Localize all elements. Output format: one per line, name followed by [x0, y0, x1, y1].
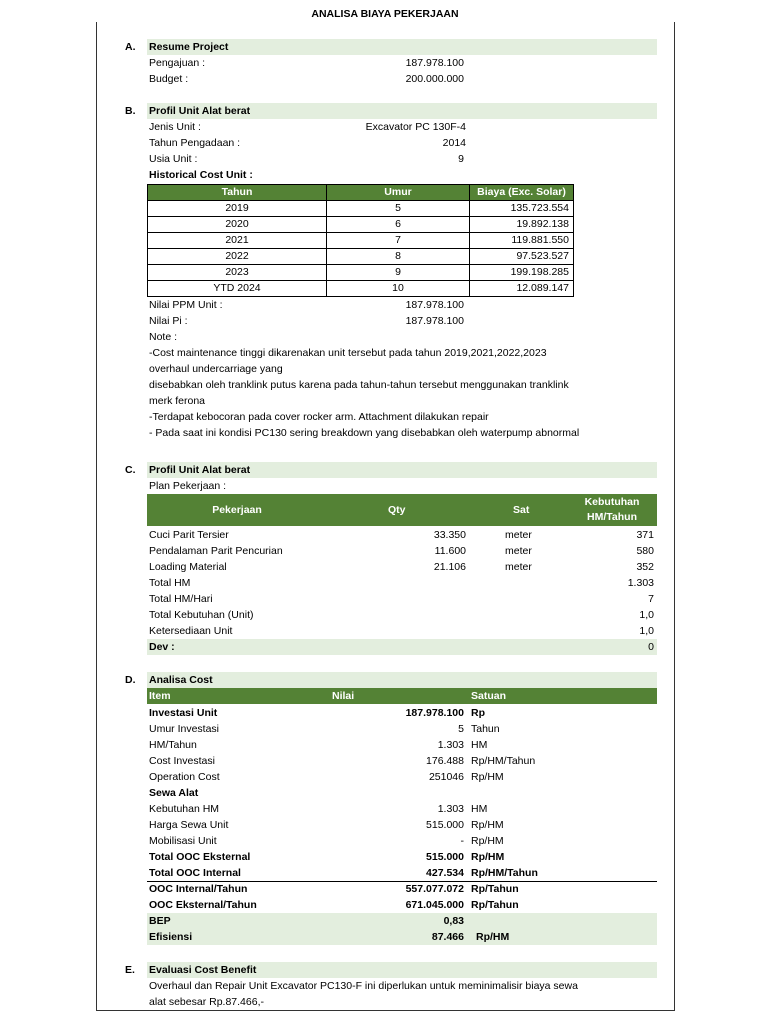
cost-item: Efisiensi — [149, 931, 193, 943]
cost-nilai: 515.000 — [426, 851, 464, 863]
total-value: 1.303 — [627, 577, 654, 589]
col-header-hm-tahun: HM/Tahun — [587, 511, 637, 523]
profile-row — [96, 135, 674, 151]
cell-umur: 10 — [327, 281, 470, 297]
dev-value: 0 — [648, 641, 654, 653]
cost-nilai: 515.000 — [426, 819, 464, 831]
total-value: 1,0 — [639, 609, 654, 621]
historical-label-row — [96, 167, 674, 183]
cost-item: Sewa Alat — [149, 787, 199, 799]
cost-row — [96, 785, 674, 801]
resume-label: Pengajuan : — [149, 57, 206, 69]
cost-nilai: 251046 — [428, 771, 464, 783]
total-row — [96, 591, 674, 607]
note-text: merk ferona — [149, 395, 206, 407]
cost-satuan: Rp/HM — [471, 819, 504, 831]
plan-name: Cuci Parit Tersier — [149, 529, 229, 541]
section-c-heading: Profil Unit Alat berat — [149, 464, 251, 476]
cell-biaya: 19.892.138 — [470, 217, 574, 233]
cost-row — [96, 833, 674, 849]
col-header-nilai: Nilai — [332, 690, 355, 702]
evaluation-line — [96, 978, 674, 994]
cost-nilai: 0,83 — [443, 915, 464, 927]
section-d-letter: D. — [125, 674, 136, 686]
profile-row — [96, 151, 674, 167]
section-d-heading: Analisa Cost — [149, 674, 213, 686]
resume-label: Budget : — [149, 73, 189, 85]
bep-row — [96, 913, 674, 929]
cell-tahun: 2023 — [148, 265, 327, 281]
col-header-umur: Umur — [327, 185, 470, 201]
table-row — [148, 217, 574, 233]
note-text: -Cost maintenance tinggi dikarenakan unit tersebut pada tahun 2019,2021,2022,2023 — [149, 347, 547, 359]
table-row — [148, 201, 574, 217]
plan-label: Plan Pekerjaan : — [149, 480, 227, 492]
cell-tahun: 2019 — [148, 201, 327, 217]
table-row — [148, 249, 574, 265]
cell-umur: 8 — [327, 249, 470, 265]
section-b-header — [96, 103, 674, 119]
historical-cost-table — [147, 184, 574, 297]
cost-row — [96, 801, 674, 817]
plan-qty: 33.350 — [433, 529, 466, 541]
resume-value: 187.978.100 — [405, 57, 464, 69]
evaluation-line — [96, 994, 674, 1010]
col-header-qty: Qty — [388, 504, 406, 516]
cost-item: Harga Sewa Unit — [149, 819, 229, 831]
section-e-header — [96, 962, 674, 978]
total-row — [96, 607, 674, 623]
plan-keb: 580 — [636, 545, 654, 557]
note-text: -Terdapat kebocoran pada cover rocker arm. Attachment dilakukan repair — [149, 411, 489, 423]
ppm-label: Nilai PPM Unit : — [149, 299, 223, 311]
note-line — [96, 377, 674, 393]
plan-sat: meter — [505, 529, 532, 541]
note-label: Note : — [149, 331, 178, 343]
cell-umur: 6 — [327, 217, 470, 233]
cell-umur: 7 — [327, 233, 470, 249]
cost-satuan: Rp/HM — [471, 835, 504, 847]
note-label-row — [96, 329, 674, 345]
note-line — [96, 409, 674, 425]
cost-satuan: Rp/Tahun — [471, 883, 519, 895]
section-b-letter: B. — [125, 105, 136, 117]
evaluation-text: alat sebesar Rp.87.466,- — [149, 996, 264, 1008]
evaluation-text: Overhaul dan Repair Unit Excavator PC130-F ini diperlukan untuk meminimalisir biaya sewa — [149, 980, 578, 992]
cost-satuan: HM — [471, 803, 488, 815]
cost-item: BEP — [149, 915, 171, 927]
col-header-sat: Sat — [513, 504, 530, 516]
cell-tahun: 2020 — [148, 217, 327, 233]
cost-table-header — [147, 688, 657, 704]
cost-satuan: Rp/HM — [476, 931, 510, 943]
total-row — [96, 623, 674, 639]
cost-row — [96, 769, 674, 785]
ppm-value: 187.978.100 — [405, 299, 464, 311]
section-d-header — [96, 672, 674, 688]
col-header-item: Item — [149, 690, 171, 702]
cost-nilai: 1.303 — [437, 739, 464, 751]
cost-satuan: Rp/HM — [471, 771, 504, 783]
total-value: 1,0 — [639, 625, 654, 637]
historical-label: Historical Cost Unit : — [149, 169, 253, 181]
plan-keb: 371 — [636, 529, 654, 541]
cost-satuan: Rp/HM/Tahun — [471, 867, 538, 879]
cost-item: Kebutuhan HM — [149, 803, 220, 815]
cost-row — [96, 865, 674, 881]
note-line — [96, 345, 674, 361]
total-name: Total HM — [149, 577, 191, 589]
cost-satuan: Rp/HM/Tahun — [471, 755, 536, 767]
cell-tahun: 2022 — [148, 249, 327, 265]
pi-value: 187.978.100 — [405, 315, 464, 327]
cost-row — [96, 705, 674, 721]
profile-label: Tahun Pengadaan : — [149, 137, 241, 149]
section-e-letter: E. — [125, 964, 135, 976]
plan-table-header — [147, 494, 657, 526]
note-line — [96, 361, 674, 377]
note-line — [96, 425, 674, 441]
table-row — [148, 233, 574, 249]
cell-tahun: 2021 — [148, 233, 327, 249]
note-text: disebabkan oleh tranklink putus karena pada tahun-tahun tersebut menggunakan tranklink — [149, 379, 569, 391]
cell-biaya: 135.723.554 — [470, 201, 574, 217]
cost-nilai: 1.303 — [437, 803, 464, 815]
profile-value: 9 — [458, 153, 464, 165]
cost-row — [96, 897, 674, 913]
note-text: - Pada saat ini kondisi PC130 sering breakdown yang disebabkan oleh waterpump abnormal — [149, 427, 580, 439]
cost-satuan: Tahun — [471, 723, 500, 735]
cost-nilai: 187.978.100 — [405, 707, 464, 719]
cost-item: Cost Investasi — [149, 755, 215, 767]
section-c-header — [96, 462, 674, 478]
cost-item: OOC Eksternal/Tahun — [149, 899, 257, 911]
section-a-header — [96, 39, 674, 55]
cost-item: Investasi Unit — [149, 707, 218, 719]
table-row — [148, 265, 574, 281]
cost-row — [96, 721, 674, 737]
cost-nilai: 427.534 — [426, 867, 464, 879]
note-line — [96, 393, 674, 409]
plan-name: Pendalaman Parit Pencurian — [149, 545, 283, 557]
table-row — [148, 281, 574, 297]
dev-row — [96, 639, 674, 655]
cell-biaya: 12.089.147 — [470, 281, 574, 297]
col-header-satuan: Satuan — [471, 690, 507, 702]
ppm-row — [96, 297, 674, 313]
cost-row — [96, 817, 674, 833]
cost-satuan: Rp — [471, 707, 485, 719]
col-header-kebutuhan: Kebutuhan — [584, 496, 640, 508]
pi-label: Nilai Pi : — [149, 315, 188, 327]
total-name: Ketersediaan Unit — [149, 625, 233, 637]
cost-item: Operation Cost — [149, 771, 220, 783]
pi-row — [96, 313, 674, 329]
cost-satuan: Rp/HM — [471, 851, 505, 863]
col-header-tahun: Tahun — [148, 185, 327, 201]
section-c-letter: C. — [125, 464, 136, 476]
col-header-biaya: Biaya (Exc. Solar) — [470, 185, 574, 201]
plan-sat: meter — [505, 561, 532, 573]
table-header-row — [148, 185, 574, 201]
cost-nilai: 87.466 — [431, 931, 464, 943]
cost-item: Total OOC Eksternal — [149, 851, 251, 863]
profile-label: Jenis Unit : — [149, 121, 201, 133]
cell-biaya: 119.881.550 — [470, 233, 574, 249]
cell-biaya: 199.198.285 — [470, 265, 574, 281]
cost-satuan: Rp/Tahun — [471, 899, 519, 911]
cost-row — [96, 753, 674, 769]
col-header-pekerjaan: Pekerjaan — [212, 504, 262, 516]
plan-label-row — [96, 478, 674, 494]
profile-value: Excavator PC 130F-4 — [365, 121, 466, 133]
cost-satuan: HM — [471, 739, 488, 751]
plan-row — [96, 559, 674, 575]
section-e-heading: Evaluasi Cost Benefit — [149, 964, 257, 976]
plan-sat: meter — [505, 545, 532, 557]
cost-nilai: 5 — [458, 723, 464, 735]
plan-row — [96, 543, 674, 559]
cell-umur: 9 — [327, 265, 470, 281]
cost-item: Umur Investasi — [149, 723, 220, 735]
cost-nilai: 176.488 — [426, 755, 464, 767]
note-text: overhaul undercarriage yang — [149, 363, 283, 375]
cell-umur: 5 — [327, 201, 470, 217]
plan-keb: 352 — [636, 561, 654, 573]
cost-row — [96, 737, 674, 753]
section-b-heading: Profil Unit Alat berat — [149, 105, 251, 117]
total-row — [96, 575, 674, 591]
profile-label: Usia Unit : — [149, 153, 198, 165]
resume-value: 200.000.000 — [405, 73, 464, 85]
profile-value: 2014 — [442, 137, 466, 149]
total-value: 7 — [648, 593, 654, 605]
plan-name: Loading Material — [149, 561, 227, 573]
cost-nilai: 671.045.000 — [405, 899, 464, 911]
cost-row — [96, 881, 674, 897]
plan-qty: 21.106 — [433, 561, 466, 573]
cost-nilai: - — [460, 835, 464, 847]
resume-row — [96, 71, 674, 87]
cost-item: OOC Internal/Tahun — [149, 883, 248, 895]
cost-row — [96, 849, 674, 865]
section-a-letter: A. — [125, 41, 136, 53]
cell-tahun: YTD 2024 — [148, 281, 327, 297]
cell-biaya: 97.523.527 — [470, 249, 574, 265]
resume-row — [96, 55, 674, 71]
total-name: Total Kebutuhan (Unit) — [149, 609, 254, 621]
cost-item: Mobilisasi Unit — [149, 835, 217, 847]
cost-nilai: 557.077.072 — [405, 883, 464, 895]
cost-item: HM/Tahun — [149, 739, 197, 751]
dev-label: Dev : — [149, 641, 175, 653]
cost-item: Total OOC Internal — [149, 867, 241, 879]
total-name: Total HM/Hari — [149, 593, 213, 605]
section-a-heading: Resume Project — [149, 41, 229, 53]
efisiensi-row — [96, 929, 674, 945]
document-title: ANALISA BIAYA PEKERJAAN — [311, 8, 459, 20]
profile-row — [96, 119, 674, 135]
plan-row — [96, 527, 674, 543]
plan-qty: 11.600 — [434, 545, 466, 557]
